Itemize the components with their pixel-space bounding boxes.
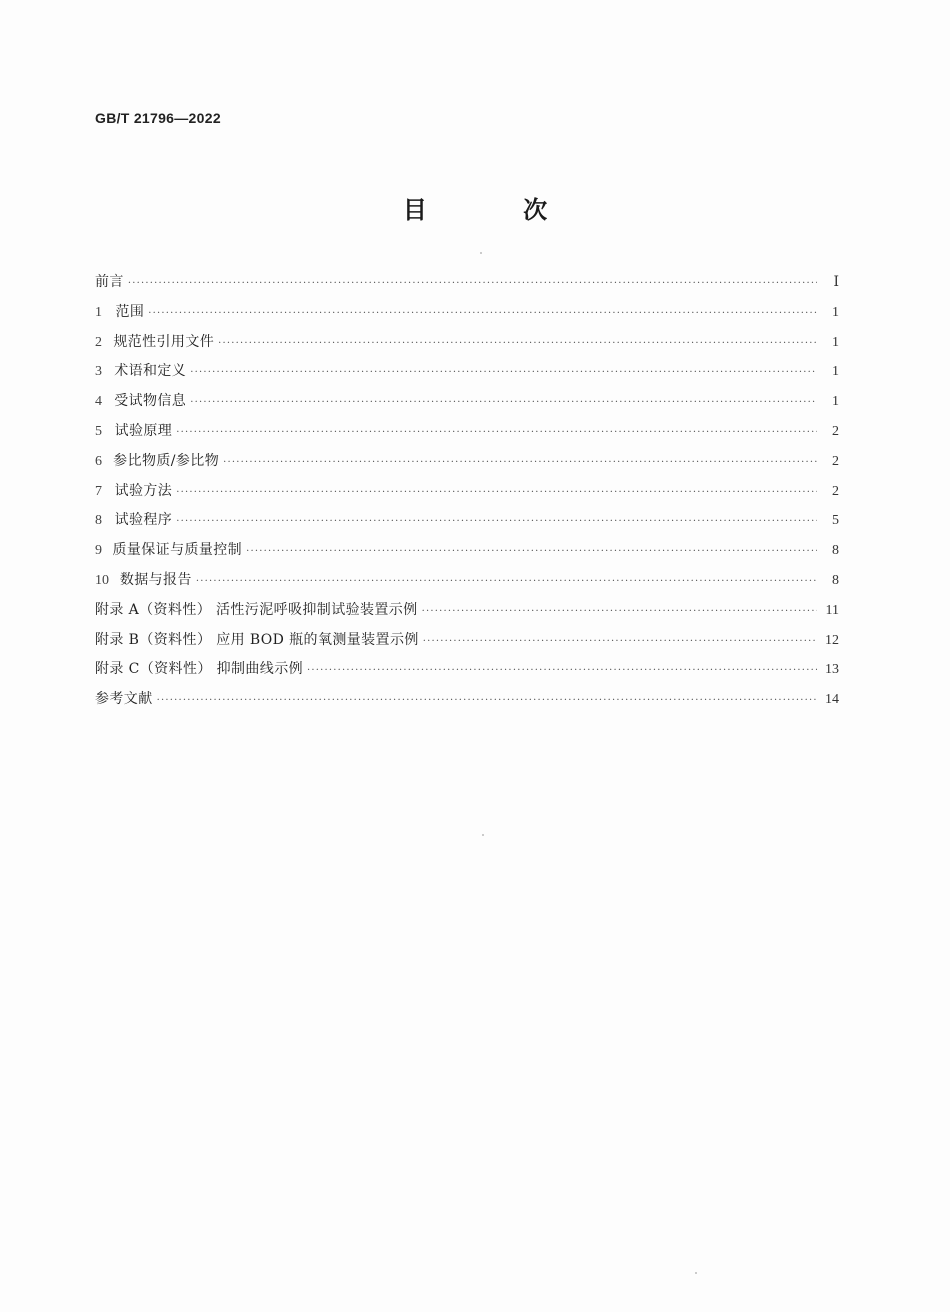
toc-entry-page: 14 <box>825 692 839 708</box>
toc-entry-page: Ⅰ <box>833 275 839 290</box>
toc-entry-text: 数据与报告 <box>119 571 192 588</box>
toc-entry-data-report[interactable] <box>95 566 839 596</box>
toc-leader-dots <box>218 329 817 359</box>
toc-entry-foreword[interactable] <box>95 268 839 298</box>
toc-entry-test-substance-info[interactable] <box>95 387 839 417</box>
toc-entry-terms-definitions[interactable] <box>95 357 839 387</box>
toc-entry-number: 2 <box>95 334 102 350</box>
toc-entry-text: 范围 <box>115 303 145 320</box>
toc-leader-dots <box>176 507 817 537</box>
toc-entry-normative-references[interactable] <box>95 328 839 358</box>
toc-entry-page: 1 <box>832 364 839 380</box>
toc-entry-text: 附录 B（资料性） 应用 BOD 瓶的氧测量装置示例 <box>95 631 419 648</box>
toc-entry-page: 12 <box>825 632 839 648</box>
toc-entry-test-procedure[interactable] <box>95 506 839 536</box>
toc-leader-dots <box>423 627 817 657</box>
toc-entry-page: 1 <box>832 394 839 410</box>
toc-leader-dots <box>176 478 817 508</box>
toc-leader-dots <box>176 418 817 448</box>
toc-leader-dots <box>190 358 817 388</box>
toc-entry-page: 2 <box>832 423 839 439</box>
toc-leader-dots <box>128 269 817 299</box>
toc-leader-dots <box>422 597 817 627</box>
toc-leader-dots <box>148 299 817 329</box>
toc-entry-text: 参考文献 <box>95 691 153 708</box>
toc-entry-number: 10 <box>95 572 109 588</box>
toc-entry-text: 试验原理 <box>114 422 173 439</box>
toc-entry-text: 受试物信息 <box>114 393 187 410</box>
toc-entry-annex-b[interactable] <box>95 626 839 656</box>
toc-entry-page: 8 <box>832 543 839 559</box>
toc-entry-page: 2 <box>832 453 839 469</box>
toc-entry-test-principle[interactable] <box>95 417 839 447</box>
toc-entry-number: 3 <box>95 364 102 380</box>
toc-entry-text: 附录 C（资料性） 抑制曲线示例 <box>95 661 304 678</box>
scan-speck <box>480 252 482 254</box>
toc-entry-page: 11 <box>825 602 839 618</box>
toc-entry-number: 1 <box>95 304 102 320</box>
toc-entry-text: 试验程序 <box>114 512 173 529</box>
toc-entry-annex-c[interactable] <box>95 655 839 685</box>
toc-entry-scope[interactable] <box>95 298 839 328</box>
toc-leader-dots <box>190 388 817 418</box>
standard-number: GB/T 21796—2022 <box>95 110 221 126</box>
toc-leader-dots <box>157 686 817 716</box>
toc-entry-text: 规范性引用文件 <box>113 333 215 350</box>
toc-leader-dots <box>307 656 817 686</box>
toc-entry-number: 8 <box>95 513 102 529</box>
scan-speck <box>482 834 484 836</box>
toc-entry-number: 5 <box>95 423 102 439</box>
toc-entry-quality-assurance[interactable] <box>95 536 839 566</box>
toc-entry-reference-substance[interactable] <box>95 447 839 477</box>
toc-entry-page: 8 <box>832 572 839 588</box>
toc-entry-annex-a[interactable] <box>95 596 839 626</box>
table-of-contents <box>95 268 839 715</box>
toc-leader-dots <box>196 567 817 597</box>
toc-entry-text: 术语和定义 <box>114 363 187 380</box>
toc-entry-bibliography[interactable] <box>95 685 839 715</box>
toc-entry-page: 1 <box>832 334 839 350</box>
toc-entry-test-method[interactable] <box>95 477 839 507</box>
toc-entry-number: 9 <box>95 543 102 559</box>
scan-speck <box>695 1272 697 1274</box>
toc-entry-text: 附录 A（资料性） 活性污泥呼吸抑制试验装置示例 <box>95 601 418 618</box>
toc-entry-text: 试验方法 <box>114 482 173 499</box>
toc-leader-dots <box>246 537 817 567</box>
toc-title: 目 次 <box>402 196 592 224</box>
toc-entry-number: 7 <box>95 483 102 499</box>
toc-entry-number: 4 <box>95 394 102 410</box>
toc-leader-dots <box>223 448 817 478</box>
toc-entry-text: 质量保证与质量控制 <box>112 542 243 559</box>
toc-entry-page: 5 <box>832 513 839 529</box>
toc-entry-page: 1 <box>832 304 839 320</box>
toc-entry-page: 13 <box>825 662 839 678</box>
toc-entry-number: 6 <box>95 453 102 469</box>
toc-entry-text: 前言 <box>95 274 124 290</box>
toc-entry-page: 2 <box>832 483 839 499</box>
toc-entry-text: 参比物质/参比物 <box>113 452 220 469</box>
